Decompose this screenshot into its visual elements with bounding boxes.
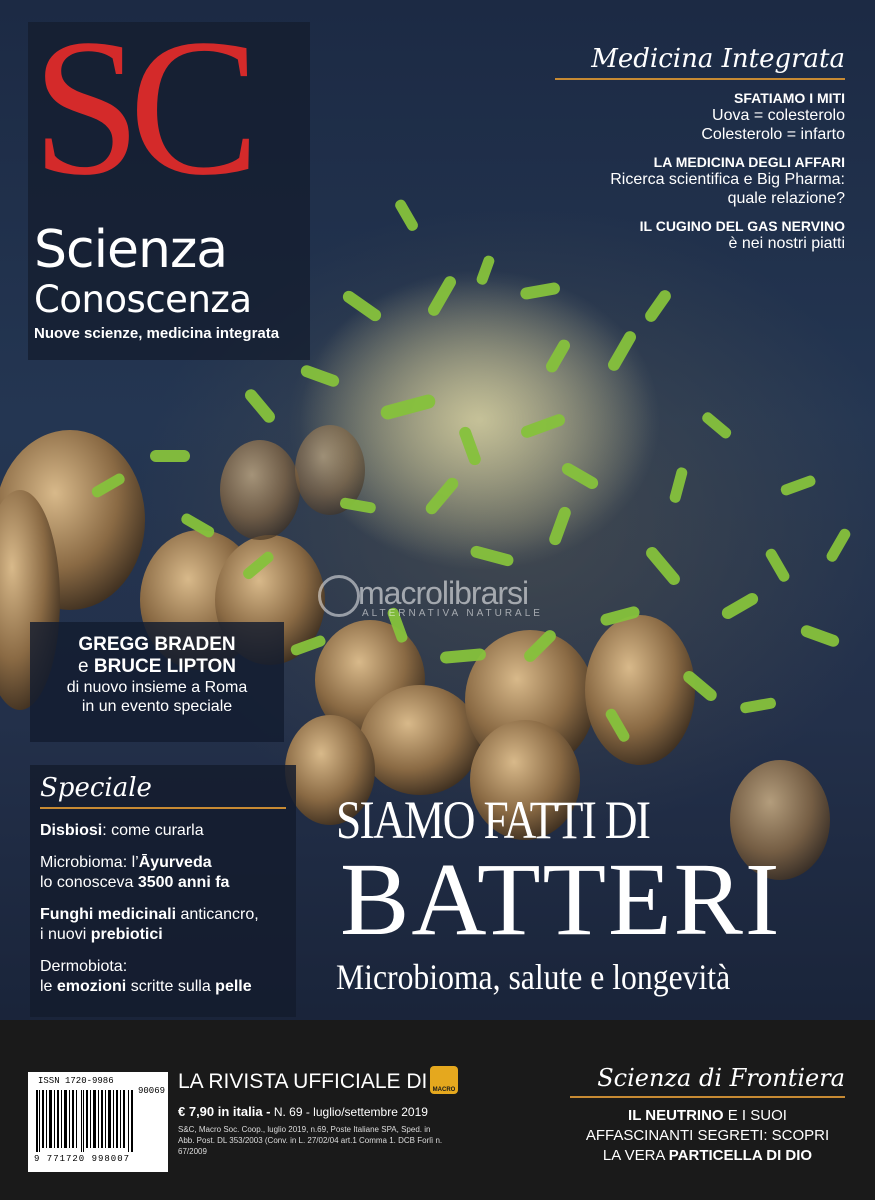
speciale-block <box>30 765 296 1017</box>
medicina-headline-3: IL CUGINO DEL GAS NERVINO <box>639 218 845 234</box>
event-conj: e <box>77 656 89 677</box>
speciale-text: i nuovi <box>40 926 91 943</box>
price-line <box>178 1104 428 1119</box>
medicina-integrata-block <box>555 44 845 253</box>
speciale-text: lo conosceva <box>40 874 138 891</box>
masthead <box>28 0 310 360</box>
headline-line2: BATTERI <box>340 842 782 957</box>
watermark <box>318 575 618 619</box>
headline-line1: SIAMO FATTI DI <box>336 790 650 850</box>
frontiera-text: AFFASCINANTI SEGRETI: SCOPRI <box>585 1127 830 1144</box>
masthead-title-line1: Scienza <box>34 220 228 280</box>
medicina-headline-1: SFATIAMO I MITI <box>734 90 845 106</box>
event-name-2: BRUCE LIPTON <box>93 656 237 677</box>
event-name-1: GREGG BRADEN <box>78 634 236 655</box>
frontiera-text: E I SUOI <box>723 1107 787 1124</box>
frontiera-bold: PARTICELLA DI DIO <box>668 1147 813 1164</box>
masthead-logo: SC <box>32 0 248 216</box>
speciale-text: anticancro, <box>176 906 259 923</box>
event-name-2-line <box>30 656 284 678</box>
cover-headline <box>336 790 806 998</box>
frontiera-body <box>570 1106 845 1166</box>
speciale-bold: emozioni <box>56 978 127 995</box>
footer-band <box>0 1020 875 1200</box>
event-desc-1: di nuovo insieme a Roma <box>66 679 248 696</box>
speciale-text: Dermobiota: <box>40 958 128 975</box>
barcode-number: 9 771720 998007 <box>34 1154 131 1164</box>
medicina-line: Ricerca scientifica e Big Pharma: <box>610 171 845 188</box>
legal-text: S&C, Macro Soc. Coop., luglio 2019, n.69, Poste Italiane SPA, Sped. in Abb. Post. DL 353/2003 (Conv. in L. 27/02/04 art.1 Comma 1. DCB Forlì n. 67/2009 <box>178 1125 443 1156</box>
watermark-sub: ALTERNATIVA NATURALE <box>362 608 543 619</box>
medicina-line: Colesterolo = infarto <box>701 126 845 143</box>
price: € 7,90 in italia - <box>178 1104 271 1119</box>
frontiera-text: LA VERA <box>602 1147 669 1164</box>
watermark-name: macrolibrarsi <box>358 575 529 611</box>
speciale-text: le <box>40 978 57 995</box>
medicina-section-title: Medicina Integrata <box>555 44 845 80</box>
speciale-item <box>40 821 286 841</box>
frontiera-bold: IL NEUTRINO <box>628 1107 724 1124</box>
frontiera-block <box>570 1064 845 1166</box>
rivista-ufficiale: LA RIVISTA UFFICIALE DI <box>178 1070 428 1093</box>
issn-label: ISSN 1720-9986 <box>38 1076 114 1086</box>
speciale-bold: Funghi medicinali <box>40 906 177 923</box>
speciale-section-title: Speciale <box>40 773 286 809</box>
barcode-addon-number: 90069 <box>138 1086 166 1096</box>
speciale-item <box>40 957 286 997</box>
masthead-title-line2: Conoscenza <box>34 278 252 321</box>
barcode-bars <box>36 1090 134 1152</box>
speciale-item <box>40 905 286 945</box>
speciale-text: scritte sulla <box>126 978 216 995</box>
macro-logo-text: MACRO <box>432 1087 456 1093</box>
medicina-headline-2: LA MEDICINA DEGLI AFFARI <box>653 154 845 170</box>
event-desc-2: in un evento speciale <box>81 698 233 715</box>
speciale-bold: 3500 anni fa <box>137 874 230 891</box>
speciale-item <box>40 853 286 893</box>
medicina-line: quale relazione? <box>727 190 845 207</box>
speciale-text: : come curarla <box>102 822 204 839</box>
issue-info: N. 69 - luglio/settembre 2019 <box>270 1105 428 1119</box>
masthead-tagline: Nuove scienze, medicina integrata <box>34 325 280 342</box>
speciale-bold: Āyurveda <box>138 854 212 871</box>
headline-line3: Microbioma, salute e longevità <box>336 957 731 997</box>
speciale-bold: pelle <box>215 978 252 995</box>
speciale-text: Microbioma: l’ <box>40 854 139 871</box>
event-box <box>30 622 284 742</box>
macro-logo-icon <box>430 1066 458 1094</box>
medicina-line: Uova = colesterolo <box>712 107 845 124</box>
frontiera-section-title: Scienza di Frontiera <box>570 1064 845 1098</box>
watermark-logo-icon <box>318 575 360 617</box>
medicina-line: è nei nostri piatti <box>728 235 845 252</box>
speciale-bold: Disbiosi <box>40 822 103 839</box>
speciale-bold: prebiotici <box>90 926 163 943</box>
